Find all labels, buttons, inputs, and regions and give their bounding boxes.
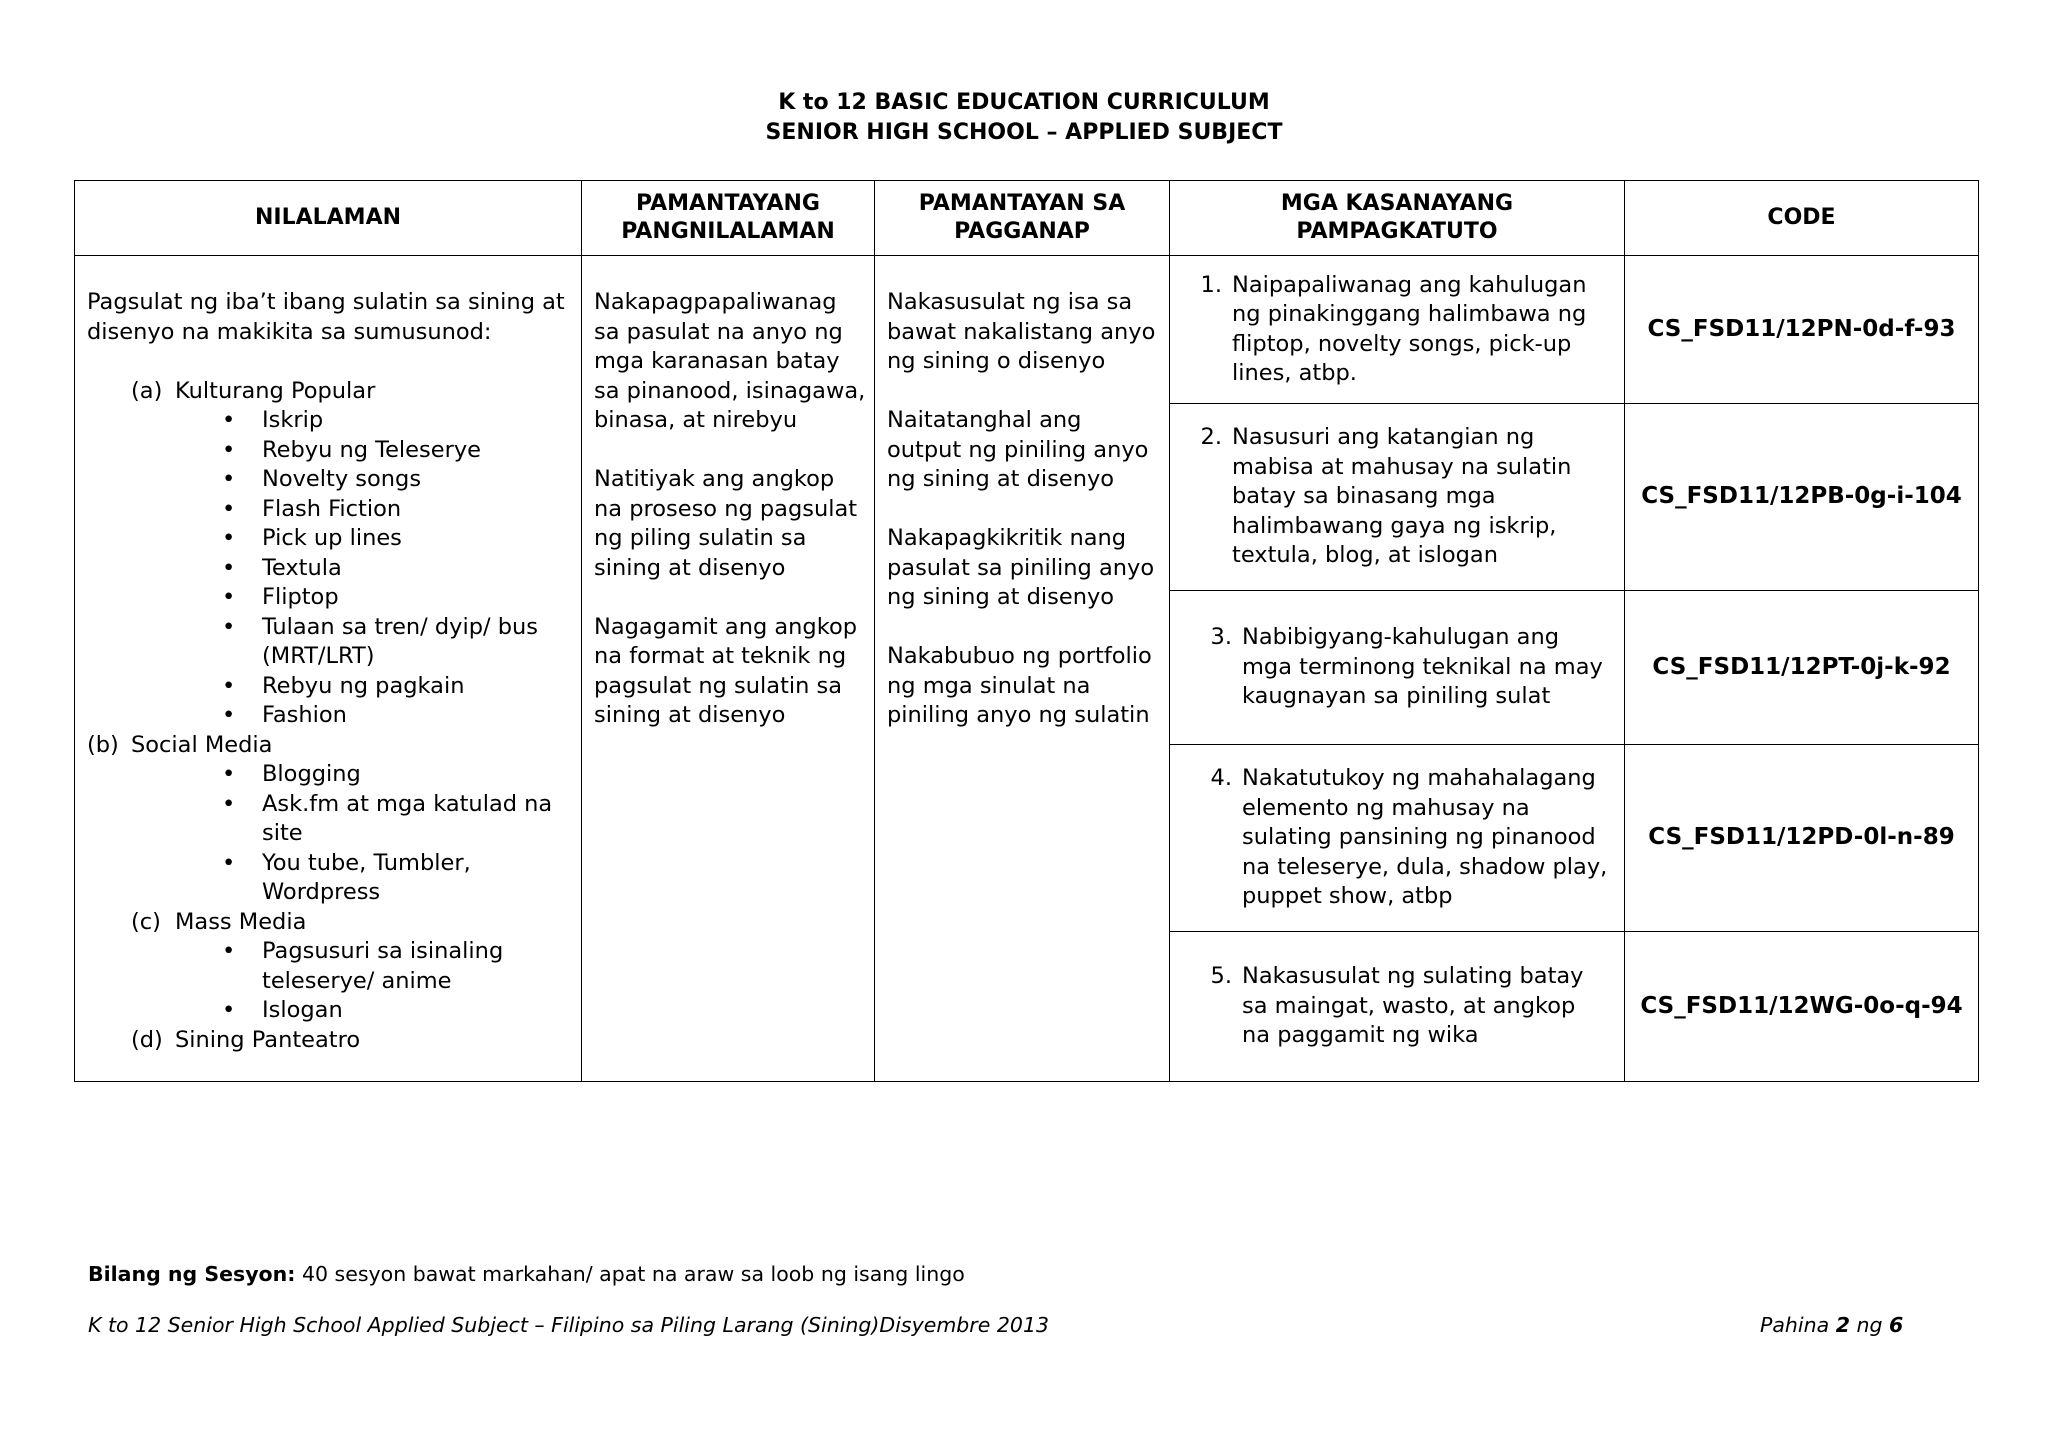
list-item: • Rebyu ng pagkain (222, 672, 465, 699)
group-heading: (d) Sining Panteatro (131, 1026, 361, 1053)
page-current: 2 (1835, 1313, 1850, 1337)
code-cell: CS_FSD11/12PT-0j-k-92 (1625, 591, 1979, 745)
header-pamantayang-pangnilalaman: PAMANTAYANG PANGNILALAMAN (582, 181, 875, 256)
sessions-note (88, 1262, 965, 1286)
performance-standard: Naitatanghal ang output ng piniling anyo ng sining at disenyo (887, 407, 1149, 492)
list-item: • Blogging (222, 761, 361, 787)
competency-number: 5. (1210, 963, 1232, 990)
header-code: CODE (1625, 181, 1979, 256)
competency-text: Nasusuri ang katangian ng mabisa at mahusay na sulatin batay sa binasang mga halimbawang gaya ng iskrip, textula, blog, at islogan (1232, 424, 1572, 569)
competency-text: Nakatutukoy ng mahahalagang elemento ng mahusay na sulating pansining ng pinanood na teleserye, dula, shadow play, puppet show, atbp (1242, 765, 1608, 910)
list-item: • Flash Fiction (222, 495, 402, 522)
competency-cell (1170, 404, 1625, 591)
sessions-label: Bilang ng Sesyon: (88, 1262, 296, 1286)
code-cell: CS_FSD11/12WG-0o-q-94 (1625, 932, 1979, 1082)
competency-number: 2. (1200, 424, 1222, 451)
list-item: • Tulaan sa tren/ dyip/ bus (MRT/LRT) (222, 613, 539, 669)
performance-standard: Nakapagkikritik nang pasulat sa piniling anyo ng sining at disenyo (887, 525, 1155, 610)
page-number: Pahina 2 ng 6 (1760, 1313, 1904, 1337)
list-item: • Fliptop (222, 584, 339, 610)
code-cell: CS_FSD11/12PB-0g-i-104 (1625, 404, 1979, 591)
footer-document-title: K to 12 Senior High School Applied Subject – Filipino sa Piling Larang (Sining)Disyembre 2013 (88, 1313, 1050, 1337)
competency-cell (1170, 932, 1625, 1082)
document-header (0, 88, 2048, 148)
pamantayan-sa-pagganap-cell (875, 256, 1170, 1082)
list-item: • Pick up lines (222, 525, 402, 551)
pamantayang-pangnilalaman-cell (582, 256, 875, 1082)
performance-standard: Nakasusulat ng isa sa bawat nakalistang anyo ng sining o disenyo (887, 289, 1156, 374)
competency-text: Naipapaliwanag ang kahulugan ng pinakinggang halimbawa ng fliptop, novelty songs, pick-up lines, atbp. (1232, 271, 1587, 386)
list-item: • Islogan (222, 997, 343, 1023)
list-item: • You tube, Tumbler, Wordpress (222, 849, 471, 905)
competency-number: 3. (1210, 624, 1232, 651)
header-subtitle: SENIOR HIGH SCHOOL – APPLIED SUBJECT (765, 120, 1283, 145)
list-item: • Novelty songs (222, 466, 422, 492)
list-item: • Pagsusuri sa isinaling teleserye/ anime (222, 938, 504, 994)
code-cell: CS_FSD11/12PD-0l-n-89 (1625, 745, 1979, 932)
sessions-text: 40 sesyon bawat markahan/ apat na araw sa loob ng isang lingo (295, 1262, 965, 1286)
content-standard: Nagagamit ang angkop na format at teknik ng pagsulat ng sulatin sa sining at disenyo (594, 613, 857, 728)
nilalaman-intro: Pagsulat ng iba’t ibang sulatin sa sining at disenyo na makikita sa sumusunod: (87, 289, 565, 345)
content-standard: Nakapagpapaliwanag sa pasulat na anyo ng mga karanasan batay sa pinanood, isinagawa, binasa, at nirebyu (594, 289, 866, 433)
list-item: • Fashion (222, 702, 347, 728)
nilalaman-cell (75, 256, 582, 1082)
competency-number: 1. (1200, 271, 1222, 298)
competency-cell (1170, 256, 1625, 404)
competency-text: Nakasusulat ng sulating batay sa maingat, wasto, at angkop na paggamit ng wika (1242, 963, 1584, 1049)
header-nilalaman: NILALAMAN (75, 181, 582, 256)
group-heading: (c) Mass Media (131, 908, 307, 935)
competency-cell (1170, 745, 1625, 932)
header-title: K to 12 BASIC EDUCATION CURRICULUM (778, 90, 1270, 115)
group-heading: (b) Social Media (87, 731, 273, 758)
group-heading: (a) Kulturang Popular (131, 377, 376, 404)
competency-number: 4. (1210, 765, 1232, 792)
competency-cell (1170, 591, 1625, 745)
list-item: • Iskrip (222, 407, 324, 433)
list-item: • Textula (222, 554, 342, 581)
header-pamantayan-sa-pagganap: PAMANTAYAN SA PAGGANAP (875, 181, 1170, 256)
competency-text: Nabibigyang-kahulugan ang mga terminong teknikal na may kaugnayan sa piniling sulat (1242, 624, 1603, 710)
curriculum-table (74, 180, 1979, 1082)
table-row (75, 256, 1979, 404)
list-item: • Ask.fm at mga katulad na site (222, 790, 553, 846)
table-header-row (75, 181, 1979, 256)
page-total: 6 (1889, 1313, 1904, 1337)
code-cell: CS_FSD11/12PN-0d-f-93 (1625, 256, 1979, 404)
list-item: • Rebyu ng Teleserye (222, 436, 482, 463)
header-mga-kasanayang-pampagkatuto: MGA KASANAYANG PAMPAGKATUTO (1170, 181, 1625, 256)
content-standard: Natitiyak ang angkop na proseso ng pagsulat ng piling sulatin sa sining at disenyo (594, 466, 858, 581)
performance-standard: Nakabubuo ng portfolio ng mga sinulat na piniling anyo ng sulatin (887, 643, 1152, 728)
